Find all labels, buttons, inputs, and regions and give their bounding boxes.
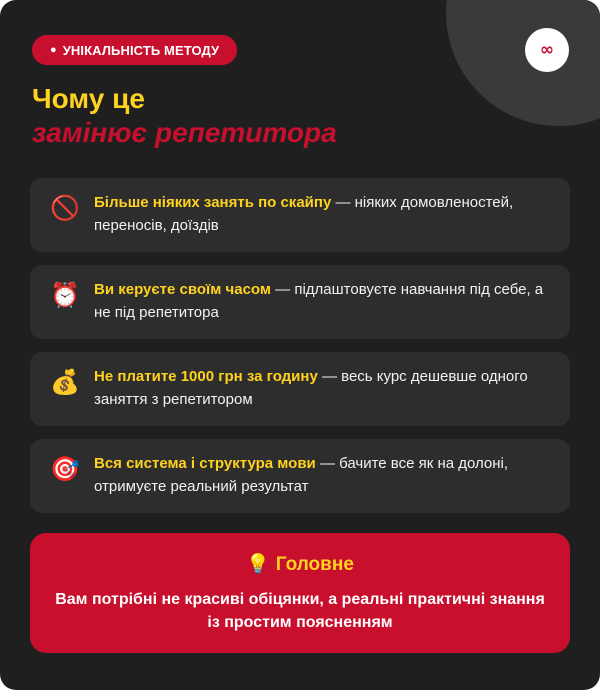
benefit-description: — ніяких домовленостей, переносів, доїздів: [94, 194, 514, 234]
benefit-item-own-time: [30, 265, 570, 339]
benefit-description: — підлаштовуєте навчання під себе, а не під репетитора: [94, 281, 544, 321]
alarm-clock-icon: ⏰: [50, 281, 80, 309]
benefit-text: [94, 278, 550, 324]
section-title-line2: замінює репетитора: [32, 117, 337, 148]
decorative-corner-circle: [446, 0, 600, 126]
section-title: [32, 82, 337, 150]
light-bulb-icon: 💡: [246, 553, 270, 575]
summary-title: [30, 551, 570, 578]
benefit-text: [94, 365, 550, 411]
benefit-item-system: [30, 439, 570, 513]
benefit-text: [94, 191, 550, 237]
target-icon: 🎯: [50, 455, 80, 483]
benefit-highlight: Ви керуєте своїм часом: [94, 281, 271, 298]
bullet-dot-icon: ●: [50, 44, 57, 56]
section-tag: [32, 35, 237, 65]
benefit-item-no-skype: [30, 178, 570, 252]
summary-title-label: Головне: [275, 554, 354, 575]
section-title-line1: Чому це: [32, 83, 145, 114]
benefit-item-price: [30, 352, 570, 426]
benefit-description: — бачите все як на долоні, отримуєте реальний результат: [94, 455, 509, 495]
benefit-highlight: Більше ніяких занять по скайпу: [94, 194, 332, 211]
summary-text: Вам потрібні не красиві обіцянки, а реальні практичні знання із простим поясненням: [55, 591, 545, 631]
benefits-list: [30, 178, 570, 526]
money-bag-icon: 💰: [50, 368, 80, 396]
benefit-highlight: Вся система і структура мови: [94, 455, 316, 472]
summary-box: [30, 533, 570, 653]
benefit-highlight: Не платите 1000 грн за годину: [94, 368, 318, 385]
no-entry-icon: 🚫: [50, 194, 80, 222]
section-tag-label: УНІКАЛЬНІСТЬ МЕТОДУ: [62, 42, 220, 58]
infinity-icon: ∞: [525, 28, 569, 72]
benefit-description: — весь курс дешевше одного заняття з репетитором: [94, 368, 528, 408]
benefit-text: [94, 452, 550, 498]
